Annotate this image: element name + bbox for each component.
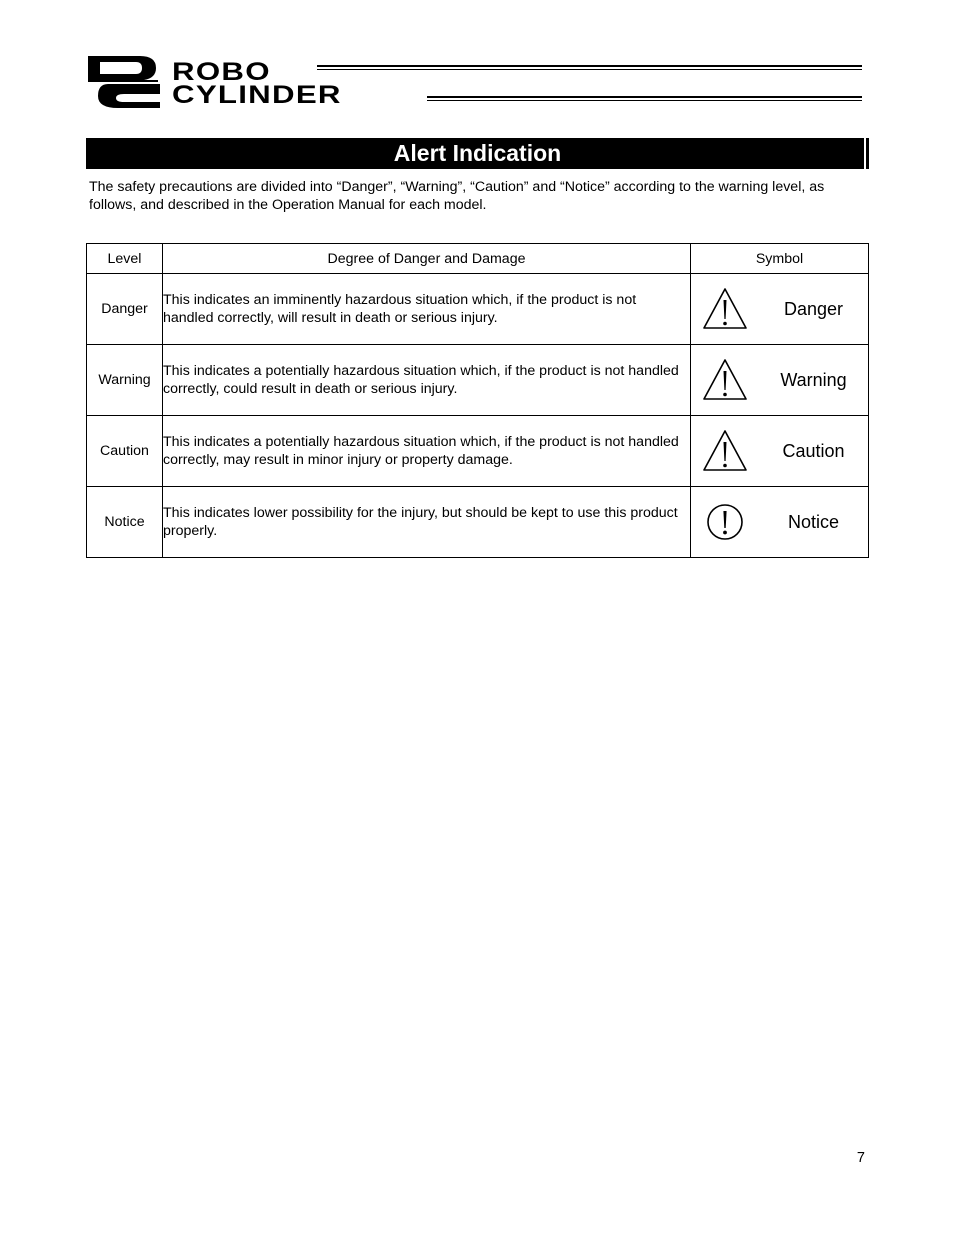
level-cell: Notice xyxy=(87,487,163,558)
robo-cylinder-logo xyxy=(88,56,864,110)
symbol-label: Danger xyxy=(783,298,844,319)
logo-text-cylinder: CYLINDER xyxy=(172,81,342,109)
header-rule-top xyxy=(317,65,862,70)
symbol-label: Warning xyxy=(780,369,847,390)
exclamation-circle-icon xyxy=(701,499,749,545)
header-rule-bottom xyxy=(427,96,862,101)
table-row xyxy=(87,416,869,487)
header-level: Level xyxy=(87,244,163,274)
description-cell: This indicates a potentially hazardous situation which, if the product is not handled correctly, may result in minor injury or property damage. xyxy=(163,416,691,487)
rc-logo-mark-icon xyxy=(88,56,160,108)
symbol-label: Notice xyxy=(787,511,840,532)
warning-triangle-icon xyxy=(701,428,749,474)
description-cell: This indicates a potentially hazardous situation which, if the product is not handled correctly, could result in death or serious injury. xyxy=(163,345,691,416)
logo-text-robo: ROBO xyxy=(172,58,271,86)
level-cell: Caution xyxy=(87,416,163,487)
warning-triangle-icon xyxy=(701,357,749,403)
symbol-cell xyxy=(691,416,869,487)
description-cell: This indicates an imminently hazardous situation which, if the product is not handled correctly, will result in death or serious injury. xyxy=(163,274,691,345)
table-header-row xyxy=(87,244,869,274)
level-cell: Danger xyxy=(87,274,163,345)
page-number: 7 xyxy=(856,1150,865,1166)
description-cell: This indicates lower possibility for the injury, but should be kept to use this product properly. xyxy=(163,487,691,558)
alert-levels-table xyxy=(86,243,869,558)
table-row xyxy=(87,345,869,416)
level-cell: Warning xyxy=(87,345,163,416)
header-degree: Degree of Danger and Damage xyxy=(163,244,691,274)
page-title: Alert Indication xyxy=(86,138,869,169)
warning-triangle-icon xyxy=(701,286,749,332)
symbol-cell xyxy=(691,345,869,416)
symbol-cell xyxy=(691,274,869,345)
symbol-cell xyxy=(691,487,869,558)
header-symbol: Symbol xyxy=(691,244,869,274)
symbol-label: Caution xyxy=(782,440,845,461)
table-row xyxy=(87,487,869,558)
table-row xyxy=(87,274,869,345)
intro-paragraph: The safety precautions are divided into “Danger”, “Warning”, “Caution” and “Notice” according to the warning level, as follows, and described in the Operation Manual for each model. xyxy=(89,179,825,213)
